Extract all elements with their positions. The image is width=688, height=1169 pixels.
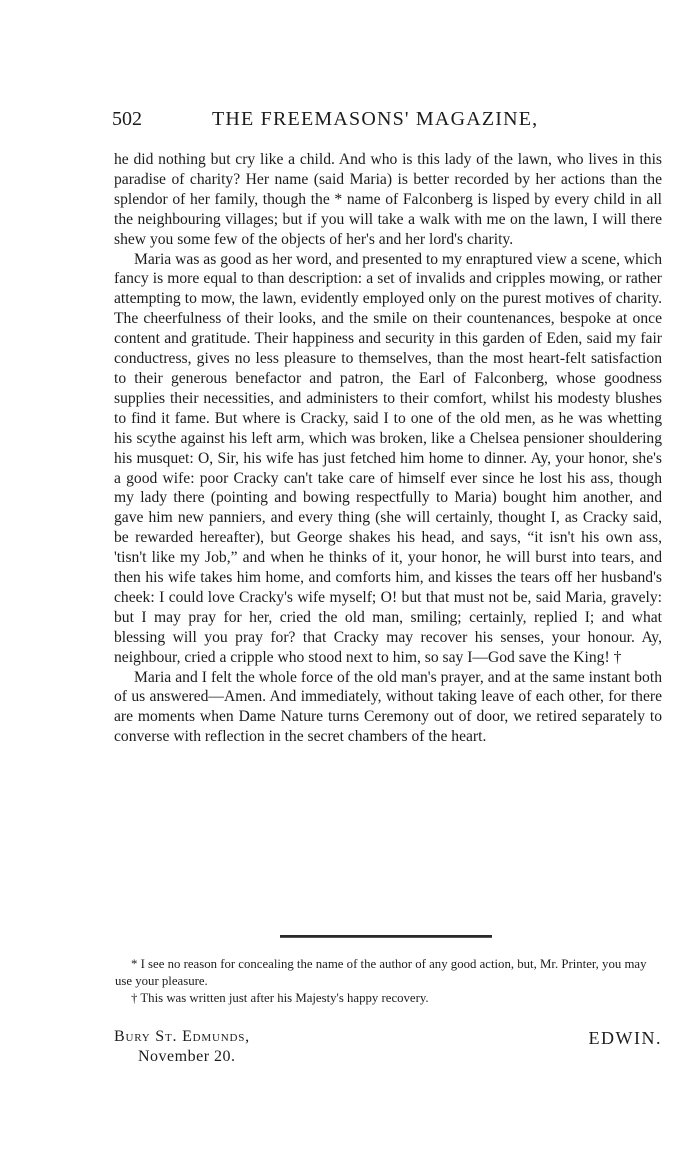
paragraph-3: Maria and I felt the whole force of the old man's prayer, and at the same instant both of us answered—Amen. And immediately, without taking leave of each other, for there are moments when Dame Nature turns Ceremony out of door, we retired separately to converse with reflection in the secret chambers of the heart. bbox=[114, 668, 662, 746]
article-body bbox=[114, 150, 662, 747]
signature-block bbox=[114, 1028, 664, 1078]
signature-place: Bury St. Edmunds, bbox=[114, 1028, 250, 1045]
signature-date: November 20. bbox=[138, 1048, 236, 1065]
paragraph-2: Maria was as good as her word, and presented to my enraptured view a scene, which fancy is more equal to than description: a set of invalids and cripples mowing, or rather attempting to mow, the lawn, evidently employed only on the purest motives of charity. The cheerfulness of their looks, and the smile on their countenances, bespoke at once content and gratitude. Their happiness and security in this garden of Eden, said my fair conductress, gives no less pleasure to themselves, than the most heart-felt satisfaction to their generous benefactor and patron, the Earl of Falconberg, whose goodness supplies their necessities, and administers to their comfort, whilst his modesty blushes to find it fame. But where is Cracky, said I to one of the old men, as he was whetting his scythe against his left arm, which was broken, like a Chelsea pensioner shouldering his musquet: O, Sir, his wife has just fetched him home to dinner. Ay, your honor, she's a good wife: poor Cracky can't take care of himself ever since he lost his ass, though my lady there (pointing and bowing respectfully to Maria) bought him another, and gave him new panniers, and every thing (she will certainly, thought I, as Cracky said, be rewarded hereafter), but George shakes his head, and says, “it isn't his own ass, 'tisn't like my Job,” and when he thinks of it, your honor, he will burst into tears, and then his wife takes him home, and comforts him, and kisses the tears off her husband's cheek: I could love Cracky's wife myself; O! but that must not be, said Maria, gravely: but I may pray for her, cried the old man, smiling; certainly, replied I; and what blessing will you pray for? that Cracky may recover his senses, your honour. Ay, neighbour, cried a cripple who stood next to him, so say I—God save the King! † bbox=[114, 250, 662, 666]
paragraph-1: he did nothing but cry like a child. And who is this lady of the lawn, who lives in this paradise of charity? Her name (said Maria) is better recorded by her actions than the splendor of her family, though the * name of Falconberg is lisped by every child in all the neighbouring villages; but if you will take a walk with me on the lawn, I will there shew you some few of the objects of her's and her lord's charity. bbox=[114, 151, 662, 248]
page-header bbox=[112, 108, 667, 138]
section-divider bbox=[280, 935, 492, 938]
footnotes bbox=[115, 956, 663, 1007]
signature-author: EDWIN. bbox=[588, 1028, 662, 1048]
running-title: THE FREEMASONS' MAGAZINE, bbox=[212, 108, 539, 130]
page-number: 502 bbox=[112, 108, 142, 130]
footnote-1: * I see no reason for concealing the name of the author of any good action, but, Mr. Printer, you may use your pleasure. bbox=[115, 957, 647, 988]
footnote-2: † This was written just after his Majesty's happy recovery. bbox=[131, 991, 429, 1005]
